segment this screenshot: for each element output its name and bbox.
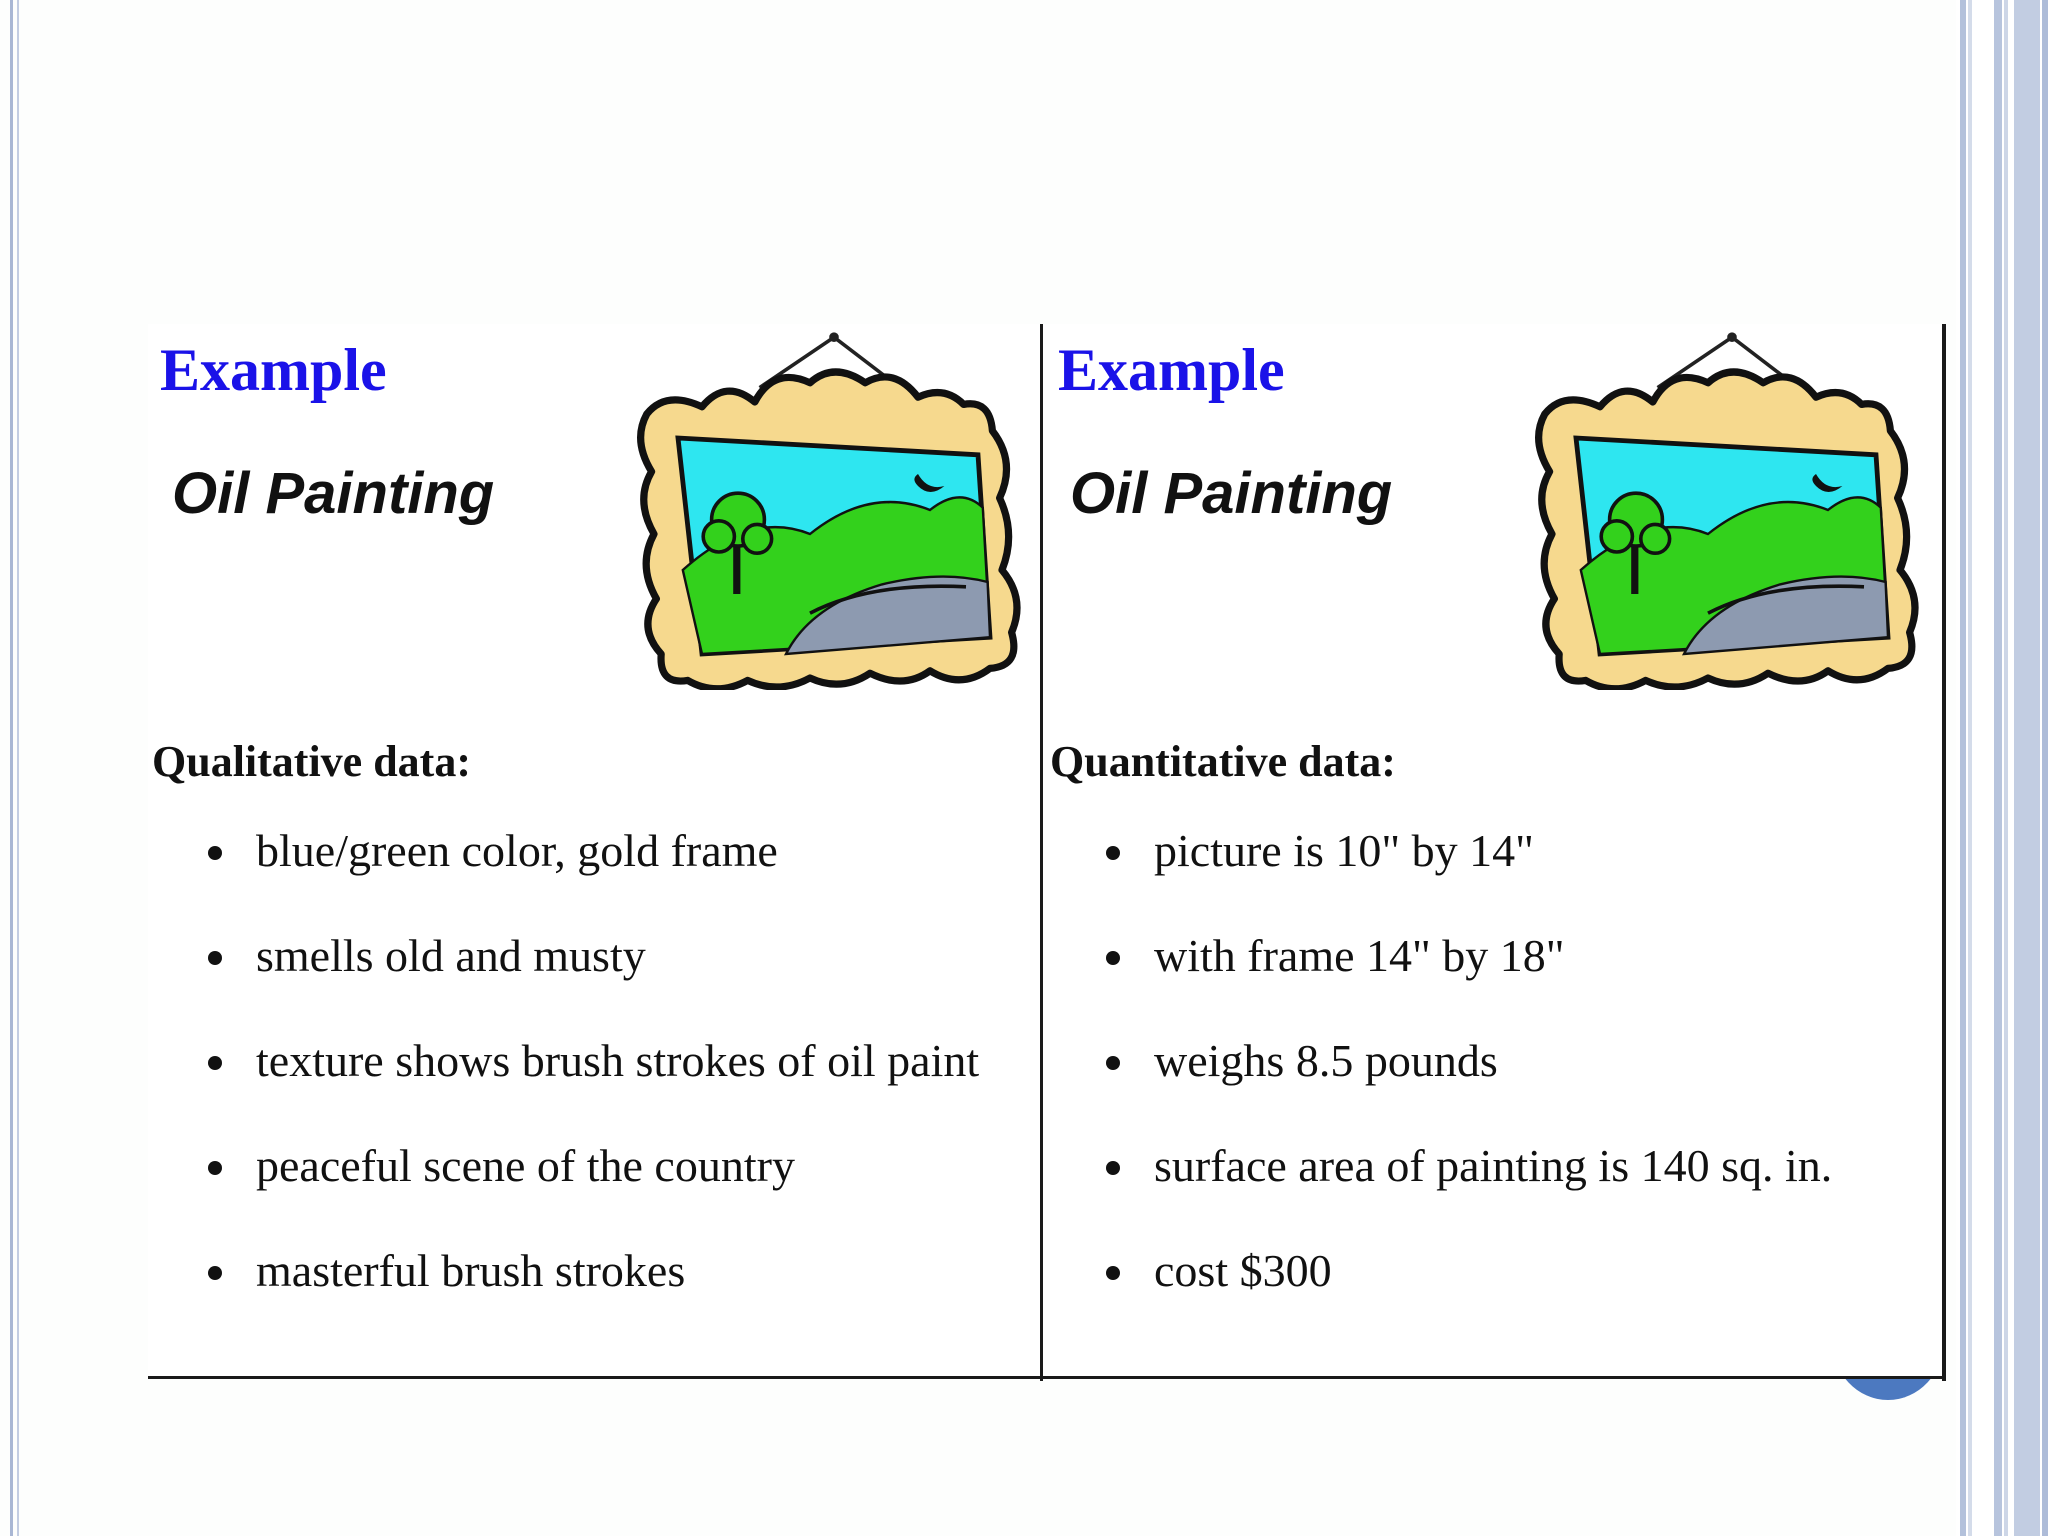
list-item (1106, 1034, 1832, 1139)
bullet-icon (1106, 951, 1120, 965)
data-heading: Qualitative data: (152, 737, 471, 786)
left-border-decoration (0, 0, 24, 1536)
list-item-text: picture is 10" by 14" (1154, 825, 1534, 876)
bullet-icon (208, 1056, 222, 1070)
list-item (208, 929, 979, 1034)
list-item-text: masterful brush strokes (256, 1245, 686, 1296)
bullet-icon (208, 951, 222, 965)
bullet-icon (208, 1161, 222, 1175)
bullet-icon (208, 1266, 222, 1280)
column-divider (1040, 324, 1043, 1381)
list-item (1106, 1139, 1832, 1244)
qualitative-cell (148, 324, 1028, 1374)
example-label: Example (160, 337, 387, 403)
list-item (208, 1244, 979, 1349)
list-item-text: smells old and musty (256, 930, 646, 981)
bullet-icon (1106, 846, 1120, 860)
list-item-text: surface area of painting is 140 sq. in. (1154, 1140, 1833, 1191)
bullet-icon (1106, 1266, 1120, 1280)
list-item (208, 1139, 979, 1244)
framed-painting-icon (1482, 330, 1982, 690)
list-item (208, 824, 979, 929)
example-label: Example (1058, 337, 1285, 403)
framed-painting-icon (584, 330, 1084, 690)
list-item-text: blue/green color, gold frame (256, 825, 778, 876)
table-right-border (1942, 324, 1946, 1381)
list-item (1106, 929, 1832, 1034)
list-item-text: weighs 8.5 pounds (1154, 1035, 1498, 1086)
data-heading: Quantitative data: (1050, 737, 1396, 786)
subtitle: Oil Painting (172, 461, 495, 526)
list-item (1106, 824, 1832, 929)
bullet-icon (1106, 1056, 1120, 1070)
quantitative-cell (1046, 324, 1926, 1374)
quantitative-list (1106, 824, 1832, 1349)
list-item-text: peaceful scene of the country (256, 1140, 795, 1191)
table-bottom-border (148, 1376, 1946, 1379)
qualitative-list (208, 824, 979, 1349)
list-item-text: texture shows brush strokes of oil paint (256, 1035, 980, 1086)
list-item (208, 1034, 979, 1139)
comparison-table (148, 324, 1944, 1379)
list-item (1106, 1244, 1832, 1349)
list-item-text: with frame 14" by 18" (1154, 930, 1565, 981)
bullet-icon (1106, 1161, 1120, 1175)
right-border-decoration (1956, 0, 2048, 1536)
subtitle: Oil Painting (1070, 461, 1393, 526)
bullet-icon (208, 846, 222, 860)
list-item-text: cost $300 (1154, 1245, 1332, 1296)
